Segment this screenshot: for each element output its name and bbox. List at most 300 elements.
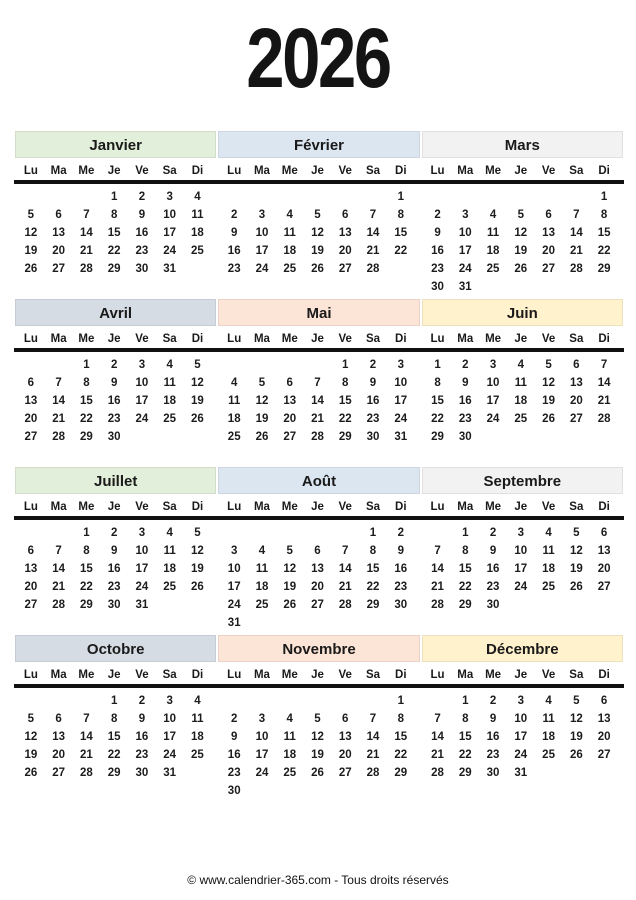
weekday-label: Ve [135,668,149,681]
day-cell: 28 [431,599,444,611]
weekday-label: Je [311,668,324,681]
weekday-label: Lu [430,332,445,345]
weekday-row [14,161,217,180]
day-cell: 14 [311,395,324,407]
weekday-label: Je [514,164,528,177]
month-header-fevrier [218,131,419,158]
week-row [217,782,420,800]
day-cell: 18 [283,245,297,257]
weekday-row [14,329,217,348]
weekday-divider-rule [421,516,624,520]
weekday-divider-rule [14,516,217,520]
day-cell: 14 [431,731,444,743]
week-row [217,728,420,746]
day-cell: 3 [138,359,146,371]
day-cell: 15 [338,395,352,407]
day-cell: 2 [138,695,146,707]
day-cell: 27 [24,431,38,443]
weekday-label: Di [395,500,407,513]
week-row [14,260,217,278]
month-name-label: Novembre [282,641,356,658]
weekday-label: Me [78,164,95,177]
day-cell: 1 [369,527,377,539]
day-cell: 12 [569,545,583,557]
day-cell: 17 [255,245,269,257]
week-row [421,710,624,728]
day-cell: 3 [517,527,525,539]
day-cell: 20 [311,581,324,593]
day-cell: 14 [338,563,352,575]
day-cell: 23 [486,581,500,593]
day-cell: 9 [397,545,404,557]
day-cell: 27 [338,767,352,779]
week-row [14,524,217,542]
day-cell: 19 [283,581,297,593]
day-cell: 30 [458,431,472,443]
day-cell: 16 [107,563,121,575]
day-cell: 2 [369,359,377,371]
day-cell: 10 [163,713,177,725]
day-cell: 8 [83,377,90,389]
day-cell: 6 [27,545,35,557]
weekday-label: Di [598,332,610,345]
week-row [14,692,217,710]
day-cell: 17 [227,581,241,593]
weekday-divider-rule [421,684,624,688]
day-cell: 10 [458,227,472,239]
day-cell: 13 [24,563,38,575]
day-cell: 10 [135,377,149,389]
day-cell: 29 [80,431,93,443]
day-cell: 26 [24,767,38,779]
week-row [217,356,420,374]
weekday-row [217,497,420,516]
day-cell: 9 [110,377,118,389]
weekday-label: Ma [50,668,67,681]
weekday-label: Lu [23,332,38,345]
day-cell: 10 [255,731,269,743]
weekday-row [217,329,420,348]
weekday-label: Me [485,500,502,513]
day-cell: 5 [194,527,201,539]
day-cell: 29 [366,599,380,611]
day-cell: 11 [542,545,555,557]
day-cell: 22 [394,749,408,761]
weekday-row [217,665,420,684]
day-cell: 7 [55,545,62,557]
day-cell: 30 [107,431,121,443]
day-cell: 21 [366,749,380,761]
day-cell: 23 [366,413,380,425]
day-cell: 16 [486,563,500,575]
day-cell: 17 [514,563,528,575]
day-cell: 19 [24,749,38,761]
day-cell: 19 [514,245,528,257]
day-cell: 18 [514,395,528,407]
week-row [421,764,624,782]
day-cell: 18 [486,245,500,257]
day-cell: 5 [314,209,321,221]
day-cell: 28 [311,431,324,443]
day-cell: 21 [80,749,93,761]
weekday-label: Ma [253,332,270,345]
month-name-label: Janvier [89,137,142,154]
week-row [421,596,624,614]
weekday-label: Ve [541,164,556,177]
day-cell: 18 [227,413,241,425]
week-row [14,542,217,560]
week-row [421,542,624,560]
month-aout [217,467,420,635]
weekday-label: Ma [253,164,270,177]
day-cell: 11 [163,377,176,389]
day-cell: 13 [52,227,66,239]
day-cell: 5 [517,209,525,221]
weekday-label: Je [311,164,324,177]
day-cell: 1 [434,359,441,371]
day-cell: 16 [227,749,241,761]
day-cell: 13 [24,395,38,407]
day-cell: 29 [80,599,93,611]
weekday-label: Ma [253,668,270,681]
day-cell: 24 [514,581,528,593]
day-cell: 22 [431,413,444,425]
month-header-mai [218,299,419,326]
weekday-label: Ve [338,332,352,345]
weekday-label: Lu [430,500,445,513]
day-cell: 24 [227,599,241,611]
day-cell: 16 [394,563,408,575]
weekday-label: Di [191,332,204,345]
day-cell: 19 [24,245,38,257]
day-cell: 11 [283,227,296,239]
day-cell: 6 [314,545,321,557]
day-cell: 20 [52,749,66,761]
day-cell: 30 [486,599,500,611]
month-name-label: Mai [306,305,332,322]
day-cell: 10 [255,227,269,239]
day-cell: 24 [486,413,500,425]
day-cell: 21 [52,413,66,425]
day-cell: 16 [366,395,380,407]
day-cell: 3 [489,359,497,371]
day-cell: 26 [255,431,269,443]
day-cell: 31 [394,431,408,443]
day-cell: 12 [514,227,528,239]
day-cell: 29 [597,263,611,275]
month-header-octobre [15,635,216,662]
month-name-label: Mars [504,137,540,154]
day-cell: 19 [191,563,204,575]
day-cell: 24 [163,749,177,761]
weekday-label: Je [514,332,528,345]
month-fevrier [217,131,420,299]
day-cell: 9 [489,545,497,557]
weekday-label: Me [485,332,502,345]
day-cell: 2 [462,359,469,371]
day-cell: 23 [486,749,500,761]
month-avril [14,299,217,467]
day-cell: 11 [163,545,176,557]
week-row [14,374,217,392]
day-cell: 8 [462,545,469,557]
day-cell: 11 [542,713,555,725]
day-cell: 26 [191,413,204,425]
weekday-label: Di [395,668,407,681]
week-row [14,242,217,260]
month-name-label: Août [301,473,337,490]
day-cell: 28 [80,263,93,275]
day-cell: 11 [486,227,500,239]
weekday-label: Di [598,500,610,513]
week-row [14,746,217,764]
day-cell: 16 [227,245,241,257]
day-cell: 22 [394,245,408,257]
month-name-label: Juillet [93,473,138,490]
weekday-label: Lu [23,500,38,513]
day-cell: 3 [397,359,404,371]
weekday-label: Di [191,500,204,513]
day-cell: 29 [107,263,121,275]
day-cell: 12 [311,227,324,239]
day-cell: 28 [366,767,380,779]
day-cell: 15 [366,563,380,575]
day-cell: 9 [489,713,497,725]
day-cell: 14 [569,227,583,239]
day-cell: 9 [369,377,377,389]
week-row [14,206,217,224]
day-cell: 15 [458,731,472,743]
day-cell: 7 [434,713,441,725]
day-cell: 20 [338,749,352,761]
day-cell: 10 [135,545,149,557]
day-cell: 7 [600,359,608,371]
day-cell: 14 [597,377,611,389]
day-cell: 9 [138,713,146,725]
day-cell: 7 [369,713,377,725]
week-row [217,542,420,560]
day-cell: 11 [228,395,241,407]
day-cell: 23 [227,263,241,275]
week-row [421,728,624,746]
day-cell: 16 [135,731,149,743]
day-cell: 28 [569,263,583,275]
day-cell: 29 [107,767,121,779]
day-cell: 3 [166,695,173,707]
week-row [217,374,420,392]
day-cell: 25 [191,749,204,761]
day-cell: 12 [24,731,38,743]
day-cell: 10 [514,713,528,725]
day-cell: 13 [569,377,583,389]
weekday-label: Di [598,164,610,177]
day-cell: 17 [394,395,408,407]
weekday-label: Ve [135,500,149,513]
day-cell: 7 [434,545,441,557]
week-row [14,596,217,614]
day-cell: 20 [542,245,555,257]
weekday-label: Sa [365,500,381,513]
week-row [14,356,217,374]
weekday-label: Me [281,164,298,177]
week-row [421,692,624,710]
day-cell: 19 [569,731,583,743]
day-cell: 24 [135,581,149,593]
weekday-label: Ve [135,164,149,177]
day-cell: 10 [163,209,177,221]
day-cell: 14 [80,227,93,239]
weekday-label: Sa [162,500,177,513]
day-cell: 3 [231,545,238,557]
day-cell: 22 [366,581,380,593]
weekday-row [421,161,624,180]
day-cell: 7 [342,545,349,557]
weekday-label: Lu [23,668,38,681]
day-cell: 23 [135,245,149,257]
day-cell: 29 [458,599,472,611]
week-row [217,392,420,410]
day-cell: 23 [227,767,241,779]
day-cell: 10 [394,377,408,389]
month-mars [421,131,624,299]
day-cell: 5 [27,209,35,221]
month-mai [217,299,420,467]
day-cell: 23 [394,581,408,593]
weekday-label: Me [281,668,298,681]
weekday-label: Di [191,164,204,177]
day-cell: 28 [431,767,444,779]
day-cell: 17 [135,395,149,407]
day-cell: 8 [110,209,118,221]
day-cell: 31 [514,767,528,779]
weekday-row [217,161,420,180]
day-cell: 19 [191,395,204,407]
day-cell: 16 [458,395,472,407]
day-cell: 25 [255,599,269,611]
weekday-label: Je [311,500,324,513]
week-row [421,524,624,542]
day-cell: 3 [517,695,525,707]
weekday-label: Ve [338,500,352,513]
day-cell: 14 [52,395,66,407]
week-row [217,578,420,596]
day-cell: 26 [542,413,555,425]
day-cell: 13 [597,545,611,557]
day-cell: 5 [314,713,321,725]
day-cell: 9 [138,209,146,221]
day-cell: 27 [24,599,38,611]
day-cell: 14 [52,563,66,575]
day-cell: 3 [138,527,146,539]
weekday-divider-rule [14,684,217,688]
day-cell: 16 [431,245,444,257]
weekday-label: Di [598,668,610,681]
day-cell: 23 [458,413,472,425]
day-cell: 6 [573,359,580,371]
month-header-aout [218,467,419,494]
weekday-label: Ve [135,332,149,345]
week-row [421,560,624,578]
day-cell: 30 [135,767,149,779]
day-cell: 6 [342,713,349,725]
month-janvier [14,131,217,299]
weekday-label: Je [514,500,528,513]
day-cell: 16 [135,227,149,239]
day-cell: 25 [227,431,241,443]
day-cell: 5 [545,359,552,371]
day-cell: 24 [255,767,269,779]
day-cell: 17 [458,245,472,257]
day-cell: 28 [366,263,380,275]
weekday-label: Ma [50,332,67,345]
day-cell: 25 [283,767,297,779]
day-cell: 15 [107,731,121,743]
day-cell: 18 [542,563,555,575]
month-novembre [217,635,420,803]
month-header-novembre [218,635,419,662]
day-cell: 20 [24,581,38,593]
weekday-label: Di [395,332,407,345]
day-cell: 15 [597,227,611,239]
day-cell: 27 [311,599,324,611]
day-cell: 17 [163,731,177,743]
day-cell: 12 [311,731,324,743]
day-cell: 16 [486,731,500,743]
day-cell: 6 [600,527,608,539]
weekday-label: Ma [457,332,474,345]
day-cell: 12 [569,713,583,725]
day-cell: 9 [231,731,238,743]
day-cell: 3 [462,209,469,221]
day-cell: 24 [458,263,472,275]
day-cell: 14 [431,563,444,575]
day-cell: 30 [394,599,408,611]
weekday-divider-rule [217,180,420,184]
day-cell: 4 [231,377,238,389]
day-cell: 5 [573,527,580,539]
week-row [421,188,624,206]
day-cell: 27 [542,263,555,275]
day-cell: 19 [311,749,324,761]
weekday-label: Lu [430,164,445,177]
day-cell: 1 [83,527,90,539]
day-cell: 10 [514,545,528,557]
day-cell: 26 [569,581,583,593]
weekday-label: Me [485,164,502,177]
day-cell: 27 [283,431,297,443]
day-cell: 25 [542,581,555,593]
day-cell: 22 [107,749,121,761]
day-cell: 25 [191,245,204,257]
day-cell: 15 [394,731,408,743]
weekday-row [14,497,217,516]
day-cell: 26 [24,263,38,275]
day-cell: 30 [107,599,121,611]
day-cell: 21 [338,581,352,593]
day-cell: 6 [600,695,608,707]
weekday-label: Ve [541,332,556,345]
day-cell: 22 [107,245,121,257]
month-juin [421,299,624,467]
week-row [14,392,217,410]
day-cell: 10 [486,377,500,389]
day-cell: 1 [110,695,118,707]
day-cell: 5 [27,713,35,725]
day-cell: 14 [366,731,380,743]
week-row [421,242,624,260]
day-cell: 28 [52,431,66,443]
month-name-label: Décembre [486,641,559,658]
